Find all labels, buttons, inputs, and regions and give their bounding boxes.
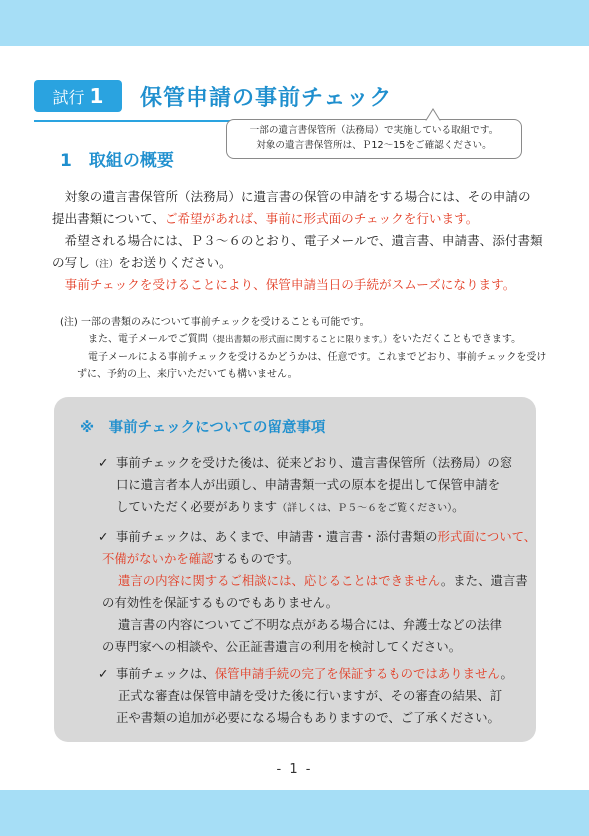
intro-paragraph-2: 希望される場合には、Ｐ３～６のとおり、電子メールで、遺言書、申請書、添付書類 の写し（注）をお送りください。 xyxy=(52,233,543,270)
bottom-color-band xyxy=(0,790,589,836)
check-icon: ✓ xyxy=(98,455,109,470)
trial-badge-label: 試行 xyxy=(52,87,85,107)
intro-paragraph-3: 事前チェックを受けることにより、保管申請当日の手続がスムーズになります。 xyxy=(52,277,516,292)
callout-line-1: 一部の遺言書保管所（法務局）で実施している取組です。 xyxy=(249,125,499,136)
page-number: - 1 - xyxy=(276,762,313,777)
page-title: 保管申請の事前チェック xyxy=(140,86,393,111)
footnote: (注) 一部の書類のみについて事前チェックを受けることも可能です。 また、電子メールでご質問（提出書類の形式面に関することに限ります。）をいただくこともできます。 電子メールによる事前チェックを受けるかどうかは、任意です。これまでどおり、事前チェックを受け ずに、予約の上、来庁いただいても構いません。 xyxy=(60,317,547,380)
intro-paragraph-1: 対象の遺言書保管所（法務局）に遺言書の保管の申請をする場合には、その申請の 提出書類について、ご希望があれば、事前に形式面のチェックを行います。 xyxy=(52,189,531,226)
caution-heading: ※ 事前チェックについての留意事項 xyxy=(80,420,326,436)
caution-item-2: ✓ 事前チェックは、あくまで、申請書・遺言書・添付書類の形式面について、 不備がないかを確認するものです。 遺言の内容に関するご相談には、応じることはできません。また、遺言書 の有効性を保証するものでもありません。 遺言書の内容についてご不明な点がある場合には、弁護士などの法律 の専門家への相談や、公正証書遺言の利用を検討してください。 xyxy=(98,526,518,658)
trial-badge-number: 1 xyxy=(89,84,104,108)
trial-badge xyxy=(34,80,122,112)
callout-tail-icon xyxy=(423,108,443,122)
callout-line-2: 対象の遺言書保管所は、Ｐ12～15をご確認ください。 xyxy=(256,140,492,151)
caution-item-1: ✓ 事前チェックを受けた後は、従来どおり、遺言書保管所（法務局）の窓 口に遺言者本人が出頭し、申請書類一式の原本を提出して保管申請を していただく必要があります（詳しくは、Ｐ５～６をご覧ください）。 xyxy=(98,452,518,520)
speech-callout xyxy=(226,119,522,159)
section-heading: 1 取組の概要 xyxy=(60,151,174,171)
check-icon: ✓ xyxy=(98,666,109,681)
top-color-band xyxy=(0,0,589,46)
caution-item-3: ✓ 事前チェックは、保管申請手続の完了を保証するものではありません。 正式な審査は保管申請を受けた後に行いますが、その審査の結果、訂 正や書類の追加が必要になる場合もありますので、ご了承ください。 xyxy=(98,663,518,729)
check-icon: ✓ xyxy=(98,529,109,544)
red-emphasis: ご希望があれば、事前に形式面のチェックを行います。 xyxy=(164,211,479,226)
